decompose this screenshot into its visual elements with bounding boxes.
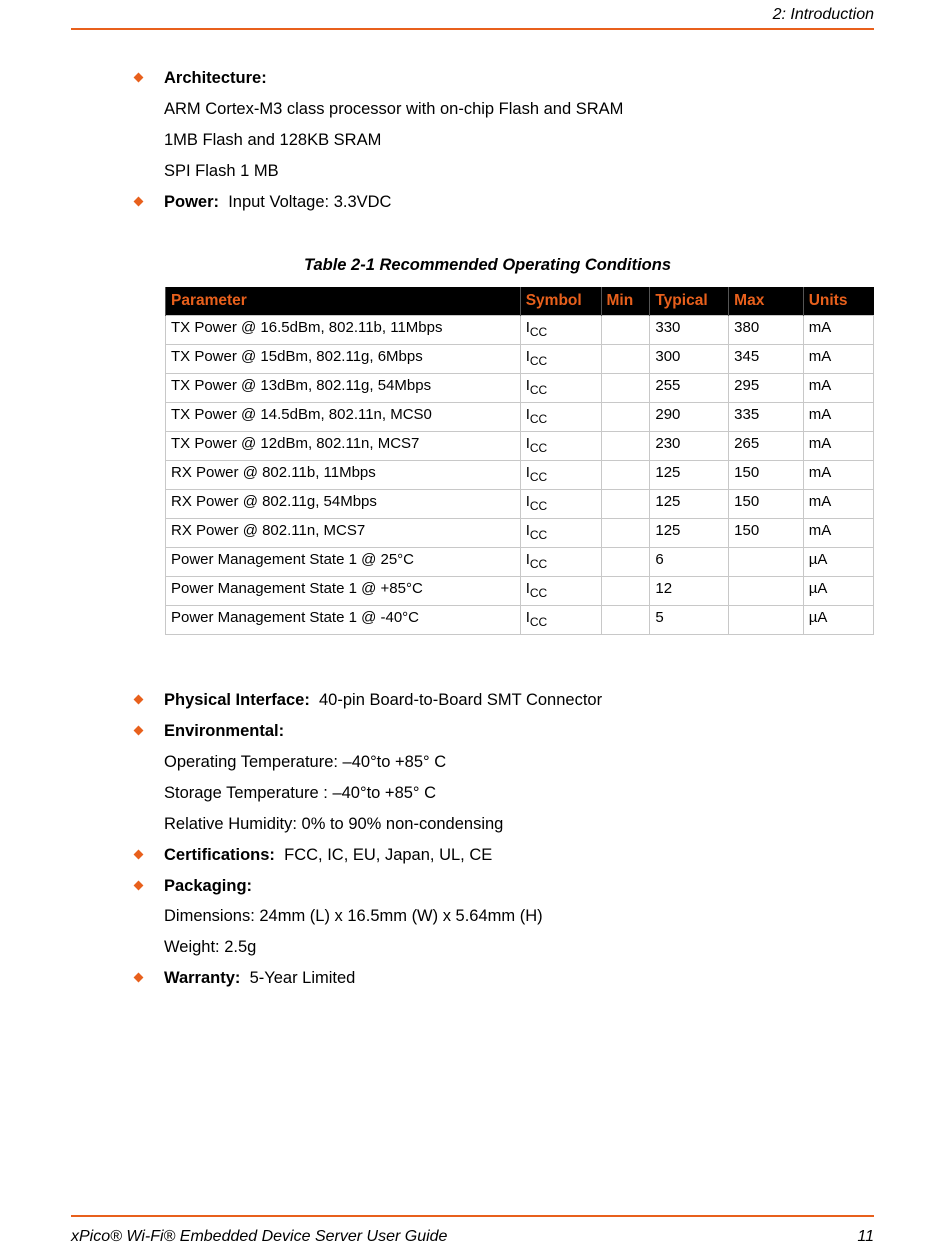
table-caption: Table 2-1 Recommended Operating Conditions bbox=[303, 256, 672, 274]
table-row bbox=[166, 461, 874, 490]
column-header: Typical bbox=[650, 287, 729, 316]
typical-cell: 300 bbox=[650, 345, 729, 374]
symbol-cell bbox=[520, 432, 601, 461]
bullet-icon bbox=[134, 73, 144, 83]
symbol-subscript: CC bbox=[529, 615, 548, 629]
symbol-cell bbox=[520, 461, 601, 490]
warranty-value: 5-Year Limited bbox=[249, 969, 356, 987]
typical-cell: 125 bbox=[650, 490, 729, 519]
parameter-cell: TX Power @ 14.5dBm, 802.11n, MCS0 bbox=[166, 403, 521, 432]
min-cell bbox=[601, 461, 650, 490]
column-header: Parameter bbox=[166, 287, 521, 316]
certifications-value: FCC, IC, EU, Japan, UL, CE bbox=[284, 846, 493, 864]
typical-cell: 255 bbox=[650, 374, 729, 403]
max-cell: 380 bbox=[729, 316, 804, 345]
parameter-cell: RX Power @ 802.11b, 11Mbps bbox=[166, 461, 521, 490]
symbol-base: I bbox=[525, 319, 530, 336]
units-cell: mA bbox=[803, 374, 873, 403]
min-cell bbox=[601, 345, 650, 374]
symbol-subscript: CC bbox=[529, 354, 548, 368]
table-row bbox=[166, 345, 874, 374]
architecture-line: SPI Flash 1 MB bbox=[164, 162, 279, 180]
table-row bbox=[166, 490, 874, 519]
symbol-subscript: CC bbox=[529, 499, 548, 513]
max-cell bbox=[729, 577, 804, 606]
max-cell: 295 bbox=[729, 374, 804, 403]
max-cell: 335 bbox=[729, 403, 804, 432]
typical-cell: 5 bbox=[650, 606, 729, 635]
max-cell: 150 bbox=[729, 461, 804, 490]
warranty-item bbox=[164, 968, 355, 988]
typical-cell: 12 bbox=[650, 577, 729, 606]
column-header: Symbol bbox=[520, 287, 601, 316]
header-divider bbox=[71, 28, 874, 30]
symbol-subscript: CC bbox=[529, 470, 548, 484]
parameter-cell: TX Power @ 15dBm, 802.11g, 6Mbps bbox=[166, 345, 521, 374]
bullet-icon bbox=[134, 881, 144, 891]
max-cell bbox=[729, 606, 804, 635]
environmental-label: Environmental: bbox=[164, 722, 285, 740]
units-cell: mA bbox=[803, 403, 873, 432]
packaging-line: Dimensions: 24mm (L) x 16.5mm (W) x 5.64mm (H) bbox=[164, 907, 543, 925]
symbol-base: I bbox=[525, 435, 530, 452]
bullet-icon bbox=[134, 973, 144, 983]
typical-cell: 330 bbox=[650, 316, 729, 345]
table-row bbox=[166, 374, 874, 403]
symbol-base: I bbox=[525, 551, 530, 568]
symbol-subscript: CC bbox=[529, 441, 548, 455]
environmental-line: Operating Temperature: –40°to +85° C bbox=[164, 753, 447, 771]
symbol-base: I bbox=[525, 580, 530, 597]
units-cell: µA bbox=[803, 577, 873, 606]
symbol-cell bbox=[520, 548, 601, 577]
parameter-cell: TX Power @ 12dBm, 802.11n, MCS7 bbox=[166, 432, 521, 461]
max-cell bbox=[729, 548, 804, 577]
units-cell: µA bbox=[803, 548, 873, 577]
packaging-line: Weight: 2.5g bbox=[164, 938, 257, 956]
typical-cell: 290 bbox=[650, 403, 729, 432]
symbol-base: I bbox=[525, 377, 530, 394]
max-cell: 265 bbox=[729, 432, 804, 461]
power-label: Power: bbox=[164, 193, 220, 211]
column-header: Max bbox=[729, 287, 804, 316]
symbol-cell bbox=[520, 374, 601, 403]
power-value: Input Voltage: 3.3VDC bbox=[228, 193, 392, 211]
physical-interface-label: Physical Interface: bbox=[164, 691, 310, 709]
parameter-cell: Power Management State 1 @ 25°C bbox=[166, 548, 521, 577]
bullet-icon bbox=[134, 197, 144, 207]
units-cell: mA bbox=[803, 461, 873, 490]
symbol-base: I bbox=[525, 522, 530, 539]
units-cell: mA bbox=[803, 316, 873, 345]
units-cell: µA bbox=[803, 606, 873, 635]
footer-divider bbox=[71, 1215, 874, 1217]
min-cell bbox=[601, 577, 650, 606]
max-cell: 345 bbox=[729, 345, 804, 374]
min-cell bbox=[601, 374, 650, 403]
table-header-row bbox=[166, 287, 874, 316]
table-body bbox=[166, 316, 874, 635]
table-row bbox=[166, 403, 874, 432]
max-cell: 150 bbox=[729, 490, 804, 519]
warranty-label: Warranty: bbox=[164, 969, 241, 987]
min-cell bbox=[601, 316, 650, 345]
units-cell: mA bbox=[803, 519, 873, 548]
parameter-cell: RX Power @ 802.11g, 54Mbps bbox=[166, 490, 521, 519]
typical-cell: 125 bbox=[650, 519, 729, 548]
certifications-item bbox=[164, 845, 492, 865]
symbol-base: I bbox=[525, 464, 530, 481]
table-row bbox=[166, 432, 874, 461]
max-cell: 150 bbox=[729, 519, 804, 548]
table-row bbox=[166, 606, 874, 635]
typical-cell: 125 bbox=[650, 461, 729, 490]
min-cell bbox=[601, 490, 650, 519]
parameter-cell: TX Power @ 16.5dBm, 802.11b, 11Mbps bbox=[166, 316, 521, 345]
bullet-icon bbox=[134, 850, 144, 860]
units-cell: mA bbox=[803, 490, 873, 519]
architecture-label: Architecture: bbox=[164, 69, 267, 87]
parameter-cell: Power Management State 1 @ +85°C bbox=[166, 577, 521, 606]
symbol-subscript: CC bbox=[529, 528, 548, 542]
table-row bbox=[166, 316, 874, 345]
power-item bbox=[164, 192, 391, 212]
symbol-base: I bbox=[525, 609, 530, 626]
min-cell bbox=[601, 403, 650, 432]
column-header: Min bbox=[601, 287, 650, 316]
bullet-icon bbox=[134, 695, 144, 705]
min-cell bbox=[601, 432, 650, 461]
physical-interface-value: 40-pin Board-to-Board SMT Connector bbox=[319, 691, 603, 709]
symbol-cell bbox=[520, 577, 601, 606]
symbol-cell bbox=[520, 519, 601, 548]
symbol-subscript: CC bbox=[529, 383, 548, 397]
symbol-subscript: CC bbox=[529, 412, 548, 426]
symbol-base: I bbox=[525, 406, 530, 423]
symbol-cell bbox=[520, 403, 601, 432]
symbol-cell bbox=[520, 345, 601, 374]
symbol-subscript: CC bbox=[529, 325, 548, 339]
physical-interface-item bbox=[164, 690, 602, 710]
environmental-line: Relative Humidity: 0% to 90% non-condensing bbox=[164, 815, 504, 833]
min-cell bbox=[601, 519, 650, 548]
table-row bbox=[166, 577, 874, 606]
typical-cell: 230 bbox=[650, 432, 729, 461]
packaging-label: Packaging: bbox=[164, 877, 253, 895]
operating-conditions-table bbox=[165, 287, 874, 635]
certifications-label: Certifications: bbox=[164, 846, 275, 864]
parameter-cell: TX Power @ 13dBm, 802.11g, 54Mbps bbox=[166, 374, 521, 403]
symbol-cell bbox=[520, 316, 601, 345]
architecture-line: ARM Cortex-M3 class processor with on-chip Flash and SRAM bbox=[164, 100, 624, 118]
units-cell: mA bbox=[803, 432, 873, 461]
typical-cell: 6 bbox=[650, 548, 729, 577]
symbol-cell bbox=[520, 606, 601, 635]
symbol-base: I bbox=[525, 493, 530, 510]
symbol-cell bbox=[520, 490, 601, 519]
table-row bbox=[166, 548, 874, 577]
bullet-icon bbox=[134, 726, 144, 736]
symbol-subscript: CC bbox=[529, 586, 548, 600]
units-cell: mA bbox=[803, 345, 873, 374]
page-number: 11 bbox=[857, 1228, 874, 1245]
section-title: 2: Introduction bbox=[772, 6, 874, 23]
symbol-base: I bbox=[525, 348, 530, 365]
min-cell bbox=[601, 606, 650, 635]
table-row bbox=[166, 519, 874, 548]
parameter-cell: Power Management State 1 @ -40°C bbox=[166, 606, 521, 635]
min-cell bbox=[601, 548, 650, 577]
column-header: Units bbox=[803, 287, 873, 316]
parameter-cell: RX Power @ 802.11n, MCS7 bbox=[166, 519, 521, 548]
document-title: xPico® Wi-Fi® Embedded Device Server User Guide bbox=[71, 1228, 448, 1245]
architecture-line: 1MB Flash and 128KB SRAM bbox=[164, 131, 382, 149]
environmental-line: Storage Temperature : –40°to +85° C bbox=[164, 784, 437, 802]
symbol-subscript: CC bbox=[529, 557, 548, 571]
